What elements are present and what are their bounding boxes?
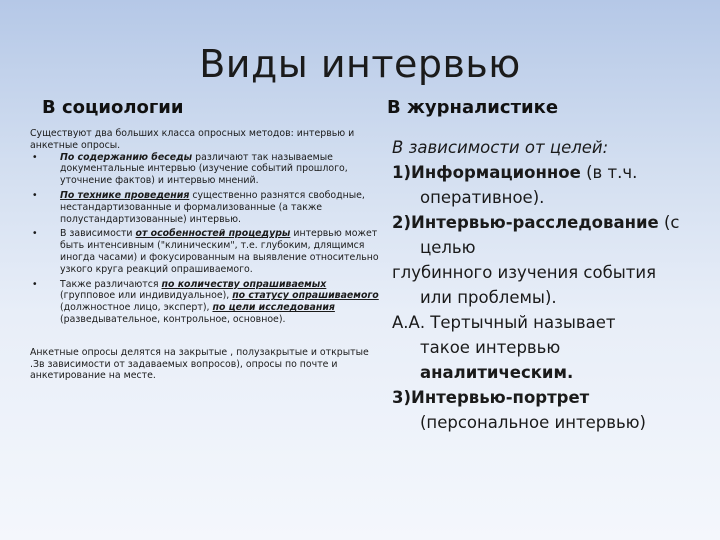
emphasis: по статусу опрашиваемого [232, 290, 379, 302]
bullet-text: (должностное лицо, эксперт), [60, 302, 213, 314]
list-item [30, 190, 382, 225]
type-name: 3)Интервью-портрет [392, 388, 590, 407]
bullet-symbol: • [32, 189, 38, 201]
journalism-line: А.А. Тертычный называет [392, 313, 616, 332]
journalism-text [392, 135, 712, 435]
type-name: 1)Информационное [392, 163, 581, 182]
type-name: 2)Интервью-расследование [392, 213, 659, 232]
type-note: (в т.ч. [580, 163, 638, 182]
sociology-intro: Существуют два больших класса опросных методов: интервью и анкетные опросы. [30, 128, 355, 151]
journalism-line [392, 360, 712, 385]
emphasis: от особенностей процедуры [135, 228, 291, 240]
journalism-line: (персональное интервью) [420, 413, 646, 432]
emphasis: по количеству опрашиваемых [161, 278, 327, 290]
bullet-text: интервью может быть интенсивным ("клиническим", т.е. глубоким, длящимся иногда часами) и фокусированным на выявление относительно узкого круга реакций опрашиваемого. [60, 228, 379, 275]
bullet-text: В зависимости [60, 228, 136, 240]
bullet-symbol: • [32, 278, 38, 290]
sociology-outro: Анкетные опросы делятся на закрытые , полузакрытые и открытые .Зв зависимости от задаваемых вопросов), опросы по почте и анкетирование на месте. [30, 346, 369, 382]
journalism-line [392, 210, 712, 235]
emphasis: по цели исследования [212, 302, 335, 314]
journalism-line [392, 385, 712, 410]
bullet-text: Также различаются [60, 278, 162, 290]
journalism-line: или проблемы). [420, 288, 557, 307]
right-column-heading: В журналистике [387, 97, 559, 118]
bullet-symbol: • [32, 228, 38, 240]
left-column-heading: В социологии [42, 97, 184, 118]
bullet-symbol: • [32, 151, 38, 163]
type-note: (с [658, 213, 680, 232]
journalism-line: глубинного изучения события [392, 263, 657, 282]
list-item [30, 228, 382, 275]
journalism-line [392, 160, 712, 185]
sociology-bullet-list [30, 152, 382, 326]
journalism-line: оперативное). [420, 188, 545, 207]
emphasis: По технике проведения [60, 189, 190, 201]
journalism-line: целью [420, 238, 476, 257]
journalism-line: В зависимости от целей: [392, 138, 609, 157]
journalism-line: такое интервью [420, 338, 561, 357]
bullet-text: (групповое или индивидуальное), [60, 290, 233, 302]
slide-title: Виды интервью [199, 42, 521, 86]
list-item [30, 279, 382, 326]
bullet-text: существенно разнятся свободные, нестандартизованные и формализованные (а также полустандартизованные) интервью. [60, 189, 365, 225]
emphasis: По содержанию беседы [60, 151, 193, 163]
list-item [30, 152, 382, 187]
sociology-text [30, 128, 382, 382]
bullet-text: (разведывательное, контрольное, основное). [60, 313, 286, 325]
type-name: аналитическим. [420, 363, 574, 382]
bullet-text: различают так называемые документальные интервью (изучение событий прошлого, уточнение фактов) и интервью мнений. [60, 151, 348, 187]
